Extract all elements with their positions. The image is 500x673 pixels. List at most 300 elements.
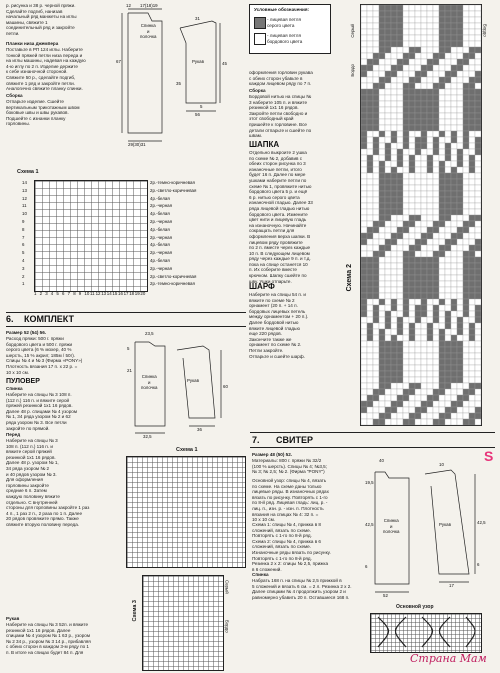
schema2-cell [415,77,421,83]
schema2-cell [445,125,451,131]
schema2-cell [415,29,421,35]
schema2-cell [445,287,451,293]
schema2-cell [421,281,427,287]
schema2-cell [463,83,469,89]
schema2-cell [475,53,481,59]
schema2-cell [361,143,367,149]
schema2-cell [391,293,397,299]
schema2-cell [397,419,403,425]
schema2-grid [360,4,482,426]
schema2-cell [439,227,445,233]
schema2-cell [403,407,409,413]
schema2-cell [475,113,481,119]
schema2-cell [379,239,385,245]
schema2-cell [457,89,463,95]
schema2-cell [379,353,385,359]
schema2-cell [451,125,457,131]
schema2-cell [469,221,475,227]
schema2-cell [445,209,451,215]
k-dim-5: 5 [127,346,130,351]
schema2-cell [421,407,427,413]
grey-swatch-icon [254,17,266,29]
schema2-cell [469,299,475,305]
schema2-cell [433,371,439,377]
schema2-cell [415,173,421,179]
schema2-cell [391,311,397,317]
schema2-cell [373,317,379,323]
schema2-cell [433,269,439,275]
schema1-col-number: 7 [67,291,71,296]
schema2-cell [445,143,451,149]
schema2-cell [433,23,439,29]
schema2-cell [367,251,373,257]
schema2-cell [469,341,475,347]
s-rukav-label: Рукав [439,522,451,527]
schema2-cell [445,41,451,47]
schema2-cell [379,305,385,311]
schema2-cell [469,371,475,377]
schema2-cell [469,155,475,161]
sviter-bottom-rule [250,447,495,448]
schema2-cell [439,131,445,137]
schema2-cell [367,317,373,323]
schema2-cell [391,275,397,281]
schema2-cell [391,119,397,125]
schema2-cell [427,29,433,35]
schema2-cell [475,377,481,383]
k-spinka-label: Спинка и полочка [141,374,158,390]
schema2-cell [451,335,457,341]
schema2-cell [469,203,475,209]
schema2-cell [475,245,481,251]
schema2-cell [463,239,469,245]
schema1-row-label: 2р.-черная [150,250,172,256]
schema2-cell [367,221,373,227]
schema2-cell [403,377,409,383]
schema2-cell [475,17,481,23]
schema2-cell [367,245,373,251]
schema2-cell [415,179,421,185]
schema2-cell [409,365,415,371]
schema2-cell [385,71,391,77]
schema2-cell [361,239,367,245]
schema2-cell [469,233,475,239]
schema2-cell [415,215,421,221]
schema2-cell [403,215,409,221]
schema2-cell [421,101,427,107]
schema1-row-number: 12 [22,195,27,201]
schema1-col-number: 16 [118,291,123,296]
schema2-cell [409,341,415,347]
schema2-cell [427,269,433,275]
schema2-cell [415,383,421,389]
schema2-cell [367,239,373,245]
schema2-cell [403,65,409,71]
schema2-cell [373,149,379,155]
schema2-cell [451,281,457,287]
schema2-cell [373,47,379,53]
schema2-cell [397,11,403,17]
schema2-cell [397,413,403,419]
schema2-cell [379,287,385,293]
schema2-cell [445,251,451,257]
schema2-cell [451,401,457,407]
schema2-cell [379,17,385,23]
schema2-cell [463,407,469,413]
s-dim-6: 6 [365,564,368,569]
sviter-number: 7. [252,435,260,445]
schema2-cell [409,83,415,89]
schema2-cell [367,347,373,353]
schema2-cell [457,53,463,59]
schema2-cell [439,383,445,389]
schema2-cell [385,251,391,257]
schema2-cell [385,419,391,425]
schema2-cell [361,383,367,389]
schema2-cell [391,179,397,185]
schema2-cell [409,5,415,11]
schema2-cell [475,137,481,143]
schema2-cell [391,59,397,65]
schema2-cell [415,275,421,281]
schema2-cell [379,113,385,119]
schema2-cell [439,257,445,263]
schema2-cell [427,353,433,359]
schema2-cell [445,329,451,335]
schema2-cell [421,59,427,65]
schema2-cell [397,47,403,53]
schema2-cell [397,335,403,341]
schema2-cell [463,161,469,167]
schema2-cell [463,341,469,347]
schema2-cell [367,53,373,59]
schema2-cell [361,167,367,173]
schema2-cell [463,11,469,17]
schema2-cell [439,311,445,317]
schema2-cell [403,53,409,59]
schema2-cell [463,101,469,107]
schema2-cell [385,149,391,155]
schema1-col-number: 9 [78,291,82,296]
sborka-paragraph: Отпарьте изделие. Сшейте вертикальным трикотажным швом боковые швы и швы рукавов. Подшейте с изнанки планку горловины. [6,99,80,127]
schema2-cell [433,377,439,383]
schema2-cell [457,317,463,323]
schema2-cell [457,185,463,191]
schema2-cell [463,257,469,263]
schema2-cell [391,137,397,143]
schema2-cell [379,83,385,89]
schema1-row-label: 2р.-черная [150,219,172,224]
schema2-cell [373,65,379,71]
schema2-cell [385,47,391,53]
schema2-cell [367,353,373,359]
k-dim-36: 36 [197,427,202,432]
schema2-cell [379,389,385,395]
schema2-cell [463,35,469,41]
schema2-cell [373,113,379,119]
schema1-row-number: 14 [22,180,27,185]
schema2-cell [391,305,397,311]
schema2-cell [397,365,403,371]
schema2-cell [391,299,397,305]
schema2-cell [433,311,439,317]
schema2-cell [367,83,373,89]
schema2-cell [403,293,409,299]
schema2-cell [469,407,475,413]
top-garment-pattern [116,3,242,161]
schema2-cell [385,173,391,179]
schema2-cell [379,329,385,335]
schema2-cell [385,281,391,287]
schema2-cell [385,365,391,371]
schema2-cell [367,59,373,65]
schema2-cell [397,41,403,47]
schema2-cell [409,41,415,47]
schema2-cell [427,365,433,371]
schema2-cell [469,191,475,197]
dim-45: 45 [222,61,227,66]
schema1-col-number: 4 [50,291,54,296]
schema2-cell [433,317,439,323]
schema2-cell [427,137,433,143]
schema2-cell [463,125,469,131]
schema2-cell [361,137,367,143]
schema2-cell [433,131,439,137]
schema2-cell [361,395,367,401]
schema2-cell [475,341,481,347]
schema2-cell [373,413,379,419]
schema2-cell [457,413,463,419]
schema2-cell [433,53,439,59]
schema2-cell [457,371,463,377]
schema2-cell [457,311,463,317]
schema2-cell [379,293,385,299]
schema2-cell [475,173,481,179]
schema2-cell [457,77,463,83]
schema2-cell [415,359,421,365]
schema2-cell [463,293,469,299]
schema2-cell [409,239,415,245]
komplekt-heading: КОМПЛЕКТ [24,314,74,324]
schema2-cell [409,185,415,191]
schema2-cell [427,293,433,299]
schema2-cell [445,311,451,317]
schema2-cell [409,359,415,365]
schema2-cell [451,419,457,425]
schema2-cell [391,419,397,425]
schema2-cell [415,149,421,155]
schema2-cell [427,335,433,341]
schema2-cell [457,233,463,239]
schema2-cell [367,257,373,263]
schema2-cell [397,377,403,383]
schema2-cell [379,419,385,425]
schema2-cell [439,71,445,77]
k-schema3-grid [142,575,224,671]
schema2-cell [451,263,457,269]
schema2-cell [391,359,397,365]
schema2-cell [427,95,433,101]
schema2-cell [397,359,403,365]
schema2-cell [409,401,415,407]
schema2-cell [451,395,457,401]
sviter-heading: СВИТЕР [276,435,313,445]
schema2-cell [367,263,373,269]
schema2-cell [475,389,481,395]
schema2-cell [361,401,367,407]
schema2-cell [391,95,397,101]
schema2-cell [403,179,409,185]
schema2-cell [397,401,403,407]
schema2-cell [421,305,427,311]
schema2-cell [409,269,415,275]
schema2-cell [373,401,379,407]
schema1-row-number: 10 [22,211,27,217]
schema2-cell [379,77,385,83]
schema2-cell [427,23,433,29]
schema2-cell [373,143,379,149]
schema2-cell [463,359,469,365]
schema2-cell [409,215,415,221]
schema2-cell [463,275,469,281]
schema2-cell [379,257,385,263]
schema2-cell [415,23,421,29]
schema2-cell [433,149,439,155]
schema2-cell [457,23,463,29]
schema2-cell [439,221,445,227]
schema2-cell [469,35,475,41]
schema2-cell [385,125,391,131]
schema2-cell [379,233,385,239]
schema2-cell [379,215,385,221]
schema1-col-number: 3 [45,291,48,296]
schema2-cell [385,167,391,173]
schema2-cell [427,83,433,89]
schema2-cell [397,287,403,293]
schema2-cell [373,203,379,209]
schema2-cell [391,17,397,23]
schema2-cell [445,377,451,383]
schema2-cell [421,179,427,185]
schema2-cell [373,395,379,401]
schema2-cell [403,287,409,293]
schema2-cell [385,89,391,95]
schema2-cell [457,389,463,395]
schema2-cell [397,155,403,161]
k-schema1-title: Схема 1 [176,447,198,453]
schema2-cell [385,107,391,113]
schema2-cell [397,323,403,329]
schema2-cell [391,413,397,419]
schema2-cell [373,71,379,77]
schema2-cell [427,227,433,233]
schema2-cell [451,23,457,29]
schema2-cell [457,191,463,197]
schema2-cell [373,179,379,185]
schema2-cell [469,389,475,395]
schema2-cell [439,233,445,239]
schema2-cell [409,233,415,239]
schema2-cell [415,317,421,323]
schema2-cell [415,347,421,353]
schema2-cell [361,365,367,371]
schema2-cell [391,35,397,41]
schema2-cell [385,179,391,185]
schema2-cell [457,221,463,227]
schema2-cell [373,293,379,299]
schema2-cell [427,197,433,203]
schema2-cell [439,11,445,17]
schema2-cell [415,155,421,161]
schema2-cell [409,17,415,23]
schema2-cell [373,17,379,23]
s-dim-10: 10 [439,462,444,467]
schema2-cell [439,137,445,143]
schema2-cell [385,23,391,29]
schema2-cell [445,65,451,71]
s-spinka-label: Спинка и полочка [383,518,400,534]
schema2-cell [463,287,469,293]
schema2-cell [379,11,385,17]
schema2-cell [469,257,475,263]
schema2-cell [445,323,451,329]
schema2-cell [373,155,379,161]
schema2-cell [439,263,445,269]
schema2-cell [433,59,439,65]
schema2-cell [397,83,403,89]
schema2-cell [409,329,415,335]
schema2-cell [367,407,373,413]
schema2-cell [421,323,427,329]
bordo-swatch-icon [254,33,266,45]
schema2-cells [361,5,481,425]
schema2-cell [403,83,409,89]
schema2-cell [403,113,409,119]
schema2-cell [361,341,367,347]
schema2-cell [469,17,475,23]
schema2-cell [367,77,373,83]
schema2-cell [469,395,475,401]
section-marker-icon: S [484,448,494,464]
schema2-cell [439,101,445,107]
schema2-cell [391,347,397,353]
schema2-cell [433,263,439,269]
schema2-cell [385,389,391,395]
schema2-cell [469,251,475,257]
schema2-cell [469,59,475,65]
schema2-cell [469,419,475,425]
schema2-cell [457,419,463,425]
schema2-cell [457,101,463,107]
schema1-row-label: 2р.-темно-коричневая [150,281,195,287]
schema2-cell [379,161,385,167]
schema2-cell [403,347,409,353]
schema2-cell [391,83,397,89]
schema2-cell [421,275,427,281]
schema2-cell [403,263,409,269]
schema2-cell [439,155,445,161]
schema2-cell [373,41,379,47]
schema2-cell [439,377,445,383]
schema2-cell [373,23,379,29]
schema2-cell [451,233,457,239]
schema2-cell [427,245,433,251]
schema2-cell [469,89,475,95]
schema2-cell [373,197,379,203]
schema2-cell [373,167,379,173]
schema2-cell [445,233,451,239]
schema2-cell [385,263,391,269]
